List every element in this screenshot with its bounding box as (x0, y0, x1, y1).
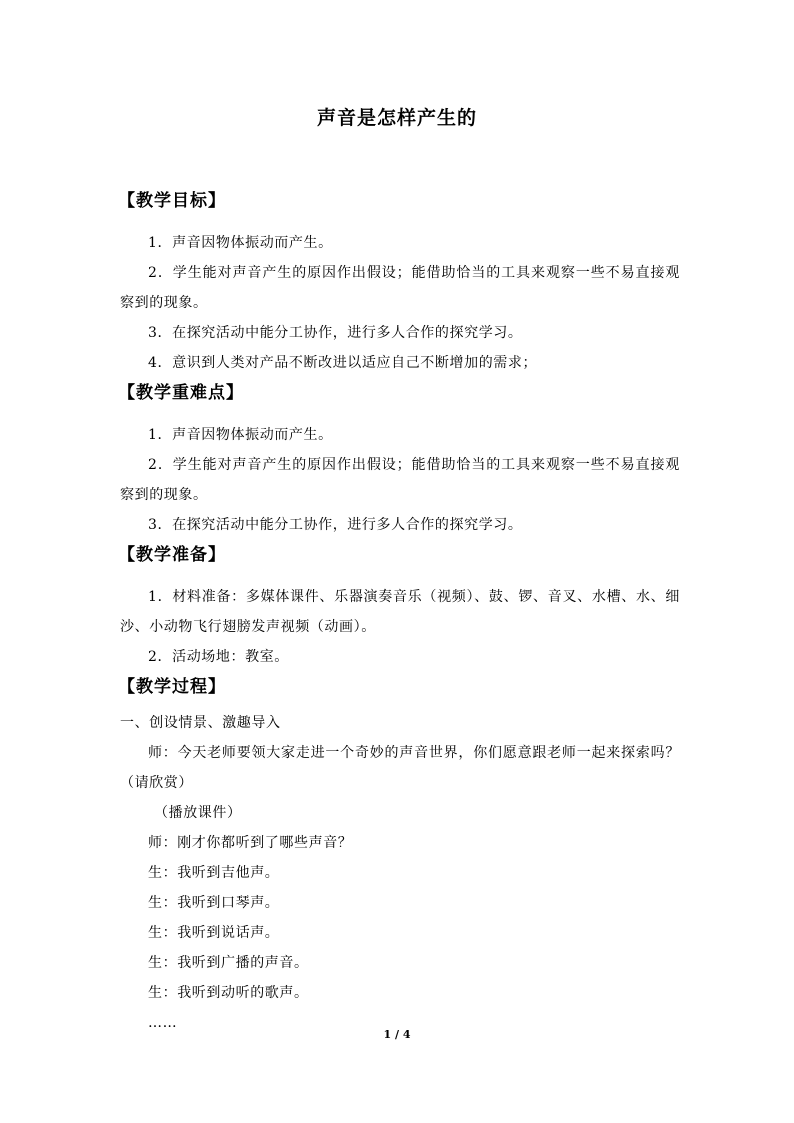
objective-item: 1．声音因物体振动而产生。 (148, 235, 333, 251)
dialogue-line: 生：我听到动听的歌声。 (148, 985, 309, 1001)
document-title: 声音是怎样产生的 (316, 107, 477, 129)
page-number: 1 / 4 (383, 1028, 411, 1041)
dialogue-line: 生：我听到说话声。 (148, 925, 280, 941)
dialogue-ellipsis: …… (148, 1015, 178, 1031)
document-body (120, 186, 680, 1038)
key-point-item: 2．学生能对声音产生的原因作出假设；能借助恰当的工具来观察一些不易直接观察到的现象。 (120, 457, 680, 503)
dialogue-line: 生：我听到广播的声音。 (148, 955, 309, 971)
dialogue-line: 生：我听到吉他声。 (148, 865, 280, 881)
key-point-item: 1．声音因物体振动而产生。 (148, 427, 333, 443)
objective-item: 3．在探究活动中能分工协作，进行多人合作的探究学习。 (148, 325, 523, 341)
dialogue-line: 生：我听到口琴声。 (148, 895, 280, 911)
preparation-item: 1．材料准备：多媒体课件、乐器演奏音乐（视频）、鼓、锣、音叉、水槽、水、细沙、小动物飞行翅膀发声视频（动画）。 (120, 589, 680, 635)
dialogue-line: 师：今天老师要领大家走进一个奇妙的声音世界，你们愿意跟老师一起来探索吗？（请欣赏） (120, 745, 680, 791)
section-heading-preparation: 【教学准备】 (118, 545, 226, 565)
objective-item: 4．意识到人类对产品不断改进以适应自己不断增加的需求； (148, 355, 538, 371)
objective-item: 2．学生能对声音产生的原因作出假设；能借助恰当的工具来观察一些不易直接观察到的现象。 (120, 265, 680, 311)
preparation-item: 2．活动场地：教室。 (148, 649, 289, 665)
process-subheading: 一、创设情景、激趣导入 (120, 715, 281, 731)
dialogue-line: 师：刚才你都听到了哪些声音？ (148, 835, 353, 851)
dialogue-line: （播放课件） (154, 805, 242, 821)
section-heading-process: 【教学过程】 (118, 677, 226, 697)
section-heading-objectives: 【教学目标】 (118, 191, 226, 211)
key-point-item: 3．在探究活动中能分工协作，进行多人合作的探究学习。 (148, 517, 523, 533)
section-heading-key-points: 【教学重难点】 (118, 383, 244, 403)
